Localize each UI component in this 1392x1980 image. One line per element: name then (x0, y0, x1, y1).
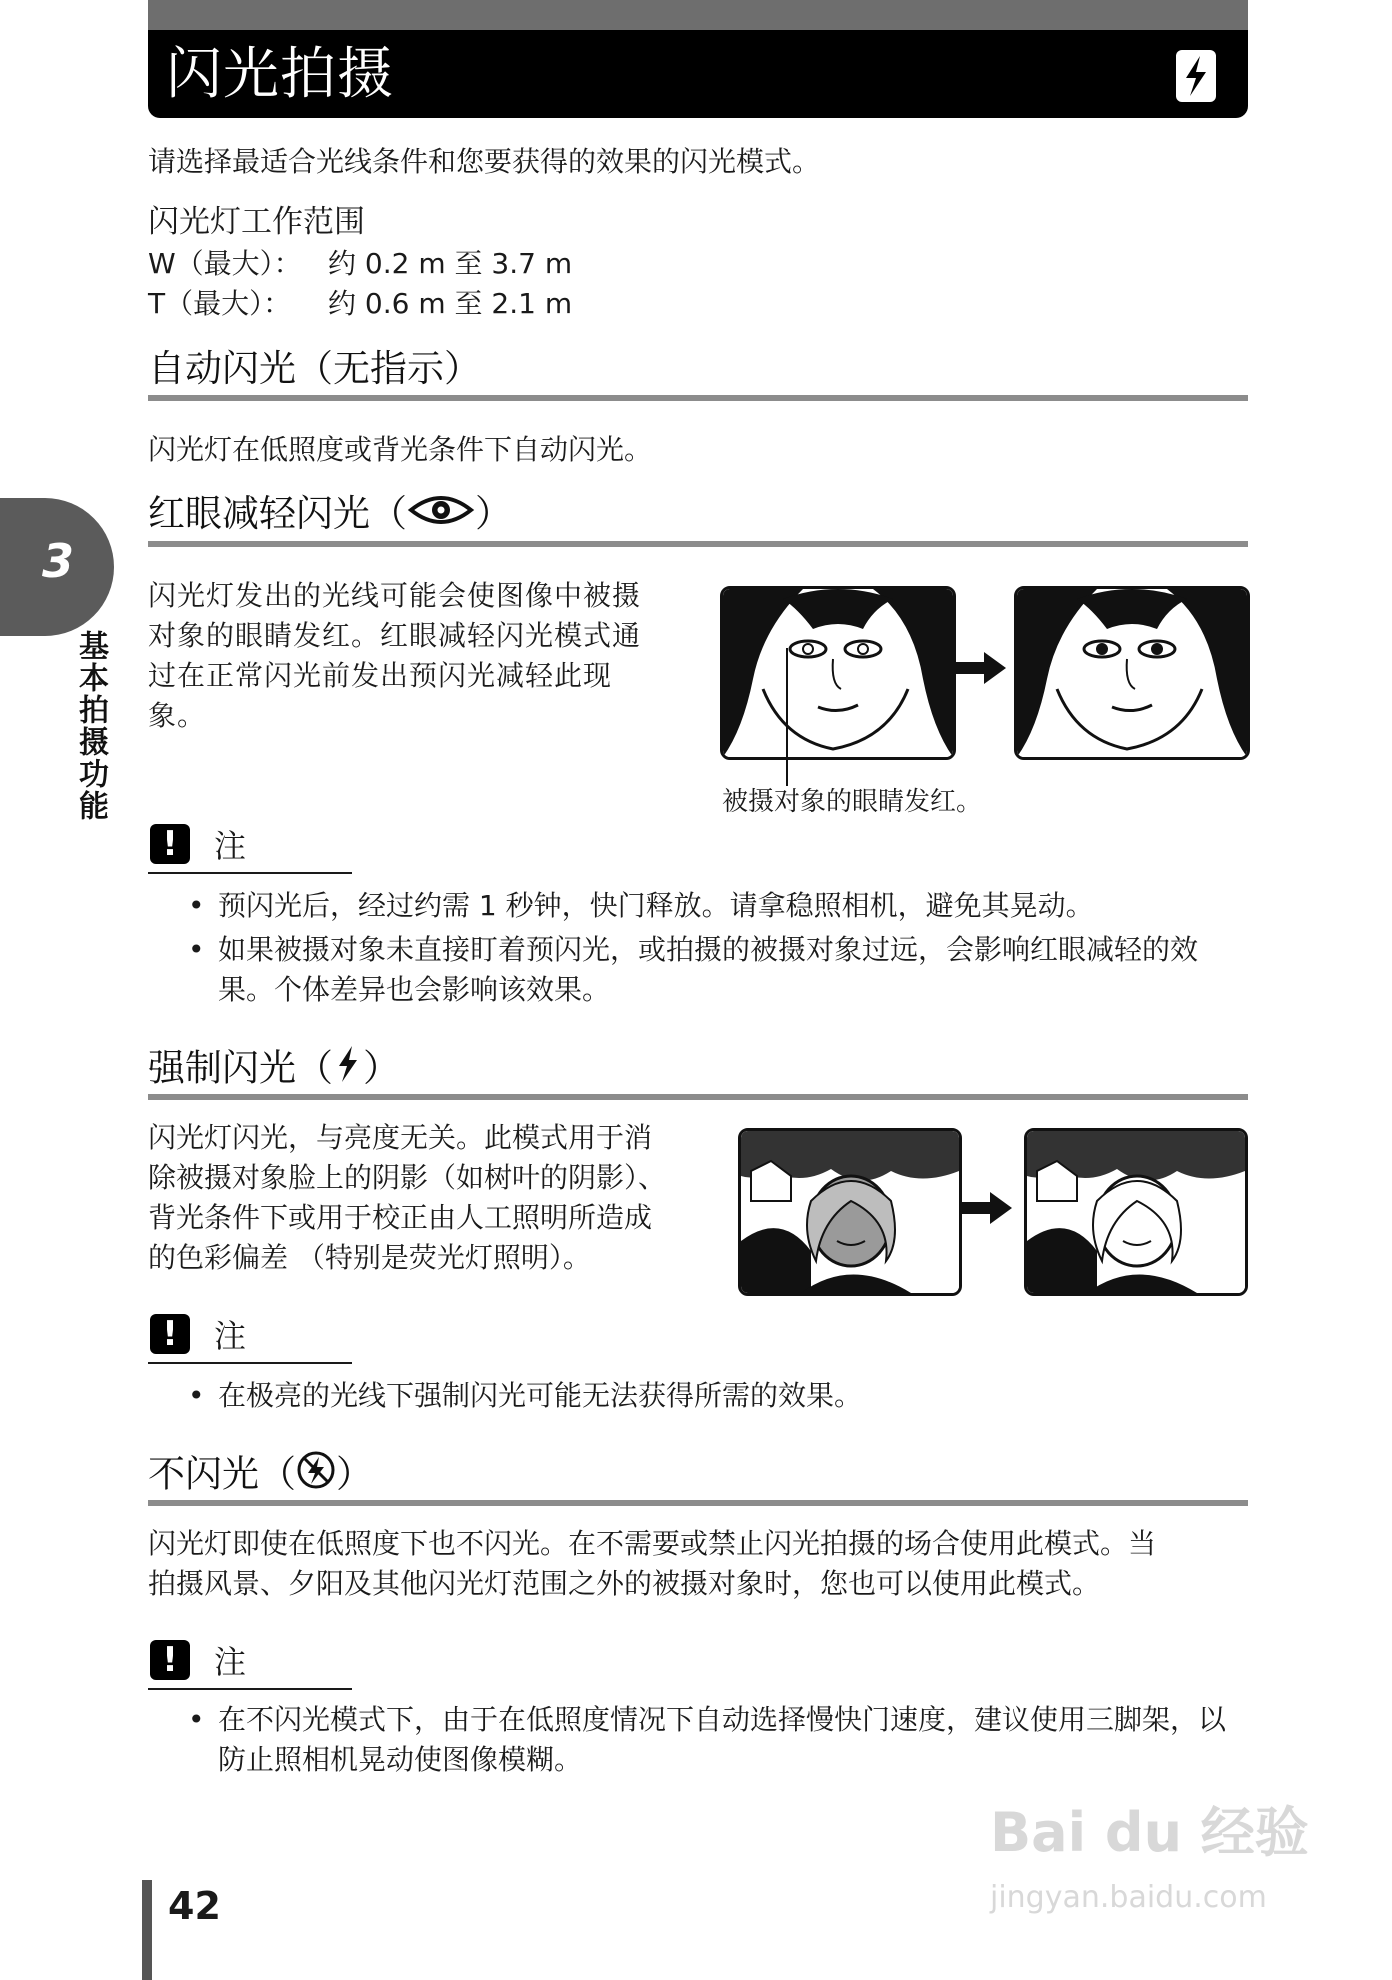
redeye-body: 闪光灯发出的光线可能会使图像中被摄 对象的眼睛发红。红眼减轻闪光模式通 过在正常闪光前发出预闪光减轻此现 象。 (148, 579, 642, 732)
section-rule (148, 395, 1248, 401)
header-top-bar (148, 0, 1248, 30)
range-value: 约 0.2 m 至 3.7 m (328, 247, 573, 280)
page-title: 闪光拍摄 (166, 42, 394, 107)
chapter-tab (0, 498, 114, 636)
bullet-icon: • (188, 1703, 205, 1736)
redeye-caption: 被摄对象的眼睛发红。 (722, 787, 983, 817)
flash-icon (333, 1044, 363, 1096)
fill-body: 闪光灯闪光，与亮度无关。此模式用于消 除被摄对象脸上的阴影（如树叶的阴影）、 背光条件下或用于校正由人工照明所造成 的色彩偏差 （特别是荧光灯照明）。 (148, 1121, 667, 1274)
arrow-icon (962, 1190, 1014, 1230)
eye-icon (407, 492, 475, 540)
redeye-before-image (720, 586, 956, 760)
bullet-icon: • (188, 933, 205, 966)
range-label: T（最大）： (148, 287, 292, 320)
section-rule (148, 1500, 1248, 1506)
note-item: • 预闪光后，经过约需 1 秒钟，快门释放。请拿稳照相机，避免其晃动。 (188, 886, 1248, 926)
range-row-w (148, 244, 573, 284)
page-number: 42 (168, 1884, 221, 1928)
note-header: ! 注 (148, 824, 352, 874)
note-item: • 在极亮的光线下强制闪光可能无法获得所需的效果。 (188, 1376, 1248, 1416)
range-label: W（最大）： (148, 247, 302, 280)
bullet-icon: • (188, 1379, 205, 1412)
title-bar (148, 30, 1248, 118)
flash-off-icon (296, 1450, 336, 1502)
flash-icon (1176, 50, 1216, 102)
chapter-label: 基本拍摄功能 (73, 630, 108, 822)
watermark-url: jingyan.baidu.com (990, 1880, 1267, 1915)
note-item: • 如果被摄对象未直接盯着预闪光，或拍摄的被摄对象过远，会影响红眼减轻的效果。个体差异也会影响该效果。 (188, 930, 1248, 1010)
range-value: 约 0.6 m 至 2.1 m (328, 287, 573, 320)
section-rule (148, 541, 1248, 547)
off-body: 闪光灯即使在低照度下也不闪光。在不需要或禁止闪光拍摄的场合使用此模式。当 拍摄风景、夕阳及其他闪光灯范围之外的被摄对象时，您也可以使用此模式。 (148, 1527, 1157, 1600)
callout-line (786, 648, 788, 786)
watermark-logo: Bai du 经验 (990, 1801, 1309, 1864)
fill-after-image (1024, 1128, 1248, 1296)
section-rule (148, 1094, 1248, 1100)
note-header: ! 注 (148, 1640, 352, 1690)
section-heading-off: 不闪光（ ） (148, 1450, 373, 1502)
fill-before-image (738, 1128, 962, 1296)
range-heading: 闪光灯工作范围 (148, 204, 365, 240)
note-item: • 在不闪光模式下，由于在低照度情况下自动选择慢快门速度，建议使用三脚架，以防止照相机晃动使图像模糊。 (188, 1700, 1248, 1780)
warning-icon: ! (150, 824, 190, 864)
section-heading-redeye: 红眼减轻闪光（ ） (148, 490, 512, 540)
auto-body: 闪光灯在低照度或背光条件下自动闪光。 (148, 433, 653, 466)
section-heading-auto: 自动闪光（无指示） (148, 347, 481, 390)
bullet-icon: • (188, 889, 205, 922)
section-heading-fill: 强制闪光（ ） (148, 1044, 400, 1096)
intro-text: 请选择最适合光线条件和您要获得的效果的闪光模式。 (148, 145, 821, 178)
warning-icon: ! (150, 1314, 190, 1354)
redeye-after-image (1014, 586, 1250, 760)
arrow-icon (956, 650, 1008, 690)
range-row-t (148, 284, 573, 324)
note-header: ! 注 (148, 1314, 352, 1364)
chapter-number: 3 (41, 534, 74, 588)
warning-icon: ! (150, 1640, 190, 1680)
page-number-bar (142, 1880, 152, 1980)
